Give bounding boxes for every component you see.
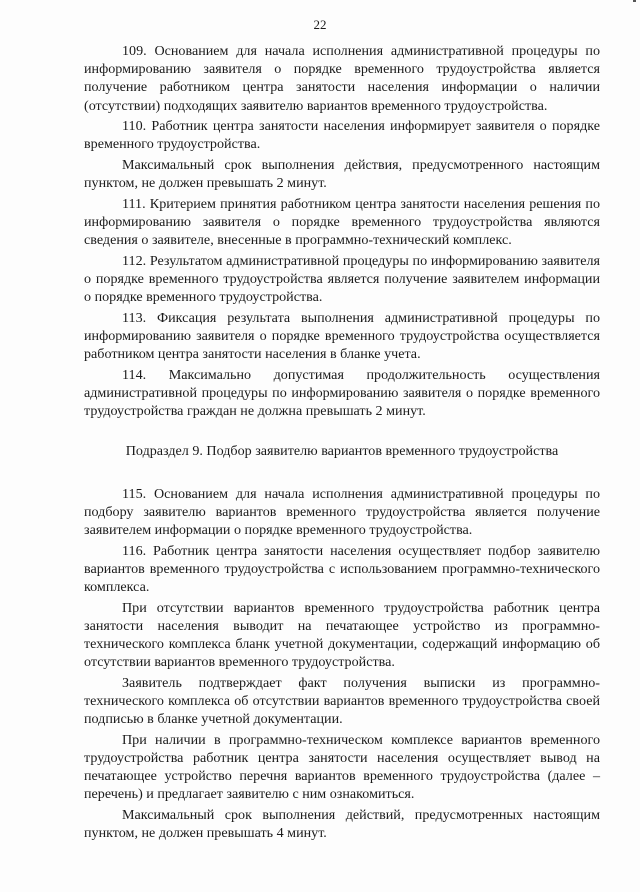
paragraph-109: 109. Основанием для начала исполнения административной процедуры по информированию заявителя о порядке временного трудоустройства является получение работником центра занятости населения информации о наличии (отсутствии) подходящих заявителю вариантов временного трудоустройства.: [84, 43, 600, 114]
paragraph-116: 116. Работник центра занятости населения осуществляет подбор заявителю вариантов временного трудоустройства с использованием программно-технического комплекса.: [84, 542, 600, 596]
paragraph-110-deadline: Максимальный срок выполнения действия, предусмотренного настоящим пунктом, не должен превышать 2 минут.: [84, 157, 600, 192]
paragraph-114: 114. Максимально допустимая продолжительность осуществления административной процедуры по информированию заявителя о порядке временного трудоустройства граждан не должна превышать 2 минут.: [84, 366, 600, 420]
paragraph-115: 115. Основанием для начала исполнения административной процедуры по подбору заявителю вариантов временного трудоустройства является получение заявителем информации о порядке временного трудоустройства.: [84, 485, 600, 539]
page-content: [84, 42, 600, 845]
paragraph-116-vacancies-list: При наличии в программно-техническом комплексе вариантов временного трудоустройства работник центра занятости населения осуществляет вывод на печатающее устройство перечня вариантов временного трудоустройства (далее – перечень) и предлагает заявителю с ним ознакомиться.: [84, 731, 600, 803]
scan-edge-mark: [633, 0, 636, 2]
paragraph-116-no-vacancies: При отсутствии вариантов временного трудоустройства работник центра занятости населения выводит на печатающее устройство из программно-технического комплекса бланк учетной документации, содержащий информацию об отсутствии вариантов временного трудоустройства.: [84, 599, 600, 671]
page-number: 22: [313, 17, 327, 32]
paragraph-111: 111. Критерием принятия работником центра занятости населения решения по информированию заявителя о порядке временного трудоустройства являются сведения о заявителе, внесенные в программно-технический комплекс.: [84, 195, 600, 249]
paragraph-112: 112. Результатом административной процедуры по информированию заявителя о порядке временного трудоустройства является получение заявителем информации о порядке временного трудоустройства.: [84, 252, 600, 306]
paragraph-110: 110. Работник центра занятости населения информирует заявителя о порядке временного трудоустройства.: [84, 118, 600, 153]
paragraph-116-deadline: Максимальный срок выполнения действий, предусмотренных настоящим пунктом, не должен превышать 4 минут.: [84, 807, 600, 842]
paragraph-113: 113. Фиксация результата выполнения административной процедуры по информированию заявителя о порядке временного трудоустройства осуществляется работником центра занятости населения в бланке учета.: [84, 309, 600, 363]
subsection-heading: Подраздел 9. Подбор заявителю вариантов временного трудоустройства: [125, 443, 559, 460]
paragraph-116-confirmation: Заявитель подтверждает факт получения выписки из программно-технического комплекса об отсутствии вариантов временного трудоустройства своей подписью в бланке учетной документации.: [84, 674, 600, 728]
